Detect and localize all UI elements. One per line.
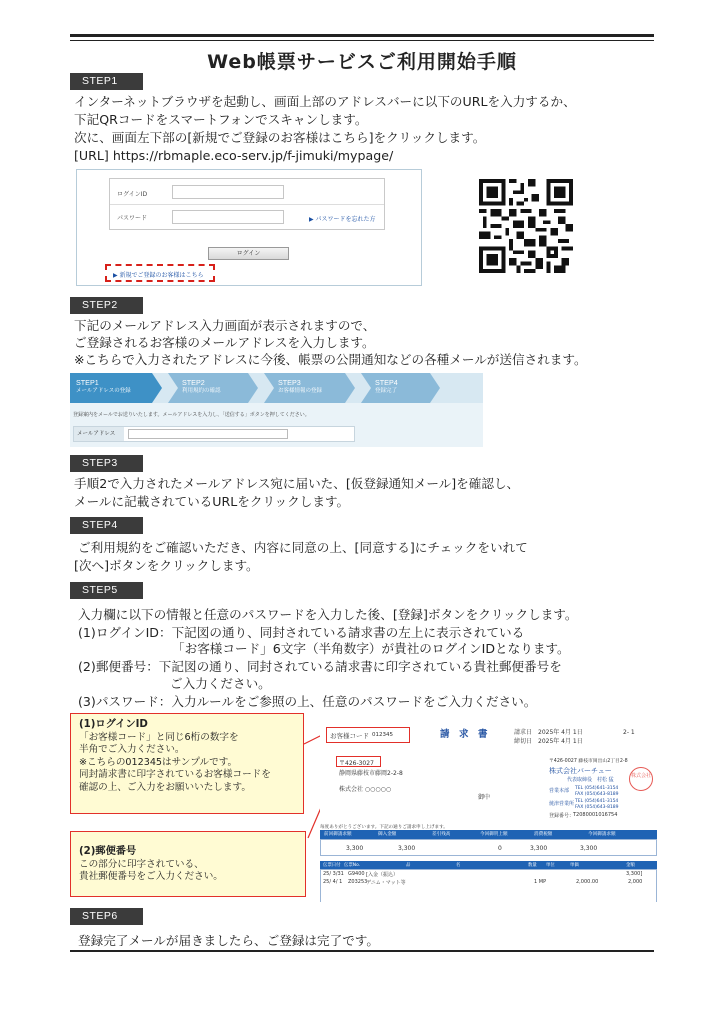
office1-tel: TEL (054)641-3154 xyxy=(575,786,619,791)
step4-line2: [次へ]ボタンをクリックします。 xyxy=(74,558,259,573)
invoice-thanks: 毎度ありがとうございます。下記の通りご請求申し上げます。 xyxy=(320,825,448,830)
login-id-callout-heading: (1)ログインID xyxy=(79,719,148,730)
step6-line1: 登録完了メールが届きましたら、ご登録は完了です。 xyxy=(78,933,379,948)
reg-step-1-desc: メールアドレスの登録 xyxy=(76,388,131,394)
step4-label: STEP4 xyxy=(70,517,143,534)
step5-line2: (1)ログインID：下記図の通り、同封されている請求書の左上に表示されている xyxy=(78,625,525,640)
customer-postal: 〒426-3027 xyxy=(339,760,374,767)
detail-header-7: 単価 xyxy=(570,863,579,868)
step1-line2: 下記QRコードをスマートフォンでスキャンします。 xyxy=(74,112,368,127)
step5-label: STEP5 xyxy=(70,582,143,599)
summary-value-4: 0 xyxy=(498,845,502,852)
new-user-link[interactable]: ▶ 新規でご登録のお客様はこちら xyxy=(113,272,204,279)
login-id-callout-line2: 半角でご入力ください。 xyxy=(79,744,185,755)
step2-line3: ※こちらで入力されたアドレスに今後、帳票の公開通知などの各種メールが送信されます。 xyxy=(74,352,587,367)
bottom-rule xyxy=(70,950,654,952)
registration-no-label: 登録番号： xyxy=(549,813,575,819)
detail-row1-date: 25/ 3/31 xyxy=(323,871,344,877)
detail-header-4: 名 xyxy=(456,863,461,868)
summary-value-1: 3,300 xyxy=(346,845,364,852)
customer-code-value: 012345 xyxy=(372,732,393,738)
customer-name: 株式会社 ○○○○○ xyxy=(339,786,392,793)
reg-step-2 xyxy=(182,373,221,403)
reg-step-3-label: STEP3 xyxy=(278,378,301,387)
office1-name: 営業本部 xyxy=(549,788,570,794)
step2-line2: ご登録されるお客様のメールアドレスを入力します。 xyxy=(74,335,375,350)
office2-fax: FAX (054)643-8189 xyxy=(575,805,619,810)
login-form-panel xyxy=(109,178,385,230)
detail-row2-no: Z03253 xyxy=(348,879,368,885)
step5-line5: ご入力ください。 xyxy=(170,676,271,691)
customer-honorific: 御中 xyxy=(478,794,491,801)
password-field[interactable] xyxy=(172,210,284,224)
page-number: 2- 1 xyxy=(623,729,635,736)
login-form-screenshot xyxy=(76,169,422,286)
issue-date-value: 2025年 4月 1日 xyxy=(538,729,583,736)
detail-header-3: 品 xyxy=(406,863,411,868)
email-row xyxy=(73,426,355,442)
forgot-password-link[interactable]: ▶ パスワードを忘れた方 xyxy=(309,216,376,223)
reg-step-2-desc: 利用規約の確認 xyxy=(182,388,221,394)
step3-label: STEP3 xyxy=(70,455,143,472)
step4-line1: ご利用規約をご確認いただき、内容に同意の上、[同意する]にチェックをいれて xyxy=(78,540,528,555)
close-date-label: 締切日 xyxy=(514,738,533,745)
registration-screenshot xyxy=(70,373,483,447)
summary-header-3: 差引残高 xyxy=(432,832,451,837)
reg-step-3-desc: お客様情報の登録 xyxy=(278,388,323,394)
top-rule-thick xyxy=(70,34,654,37)
login-id-callout xyxy=(70,713,304,814)
postal-callout xyxy=(70,831,306,897)
detail-row2-amount: 2,000 xyxy=(628,879,643,885)
summary-header-2: 御入金額 xyxy=(378,832,397,837)
close-date-value: 2025年 4月 1日 xyxy=(538,738,583,745)
login-id-label: ログインID xyxy=(117,191,148,198)
detail-row1-amount: 3,300] xyxy=(626,871,643,877)
summary-body xyxy=(320,839,657,856)
step5-line4: (2)郵便番号：下記図の通り、同封されている請求書に印字されている貴社郵便番号を xyxy=(78,659,562,674)
step5-line1: 入力欄に以下の情報と任意のパスワードを入力した後、[登録]ボタンをクリックします。 xyxy=(78,607,578,622)
step-chevrons xyxy=(70,373,483,403)
summary-value-6: 3,300 xyxy=(580,845,598,852)
login-button[interactable]: ログイン xyxy=(208,247,289,260)
reg-step-4 xyxy=(375,373,398,403)
summary-value-5: 3,300 xyxy=(530,845,548,852)
login-id-callout-line1: 「お客様コード」と同じ6桁の数字を xyxy=(79,731,239,743)
office1-fax: FAX (054)643-8189 xyxy=(575,792,619,797)
step3-line2: メールに記載されているURLをクリックします。 xyxy=(74,494,350,509)
detail-header xyxy=(320,861,657,869)
detail-row1-no: G9400 xyxy=(348,871,365,877)
reg-step-4-label: STEP4 xyxy=(375,378,398,387)
office2-name: 焼津営業所 xyxy=(549,801,575,807)
detail-header-8: 金額 xyxy=(626,863,635,868)
step2-label: STEP2 xyxy=(70,297,143,314)
registration-note: 登録案内をメールでお送りいたします。メールアドレスを入力し、「送信する」ボタンを押してください。 xyxy=(73,412,310,418)
invoice-screenshot xyxy=(320,721,657,902)
page-title: Web帳票サービスご利用開始手順 xyxy=(207,51,517,73)
registration-no: T2080001016754 xyxy=(573,812,618,818)
step1-line3: 次に、画面左下部の[新規でご登録のお客様はこちら]をクリックします。 xyxy=(74,130,486,145)
detail-header-6: 単位 xyxy=(546,863,555,868)
postal-callout-line1: この部分に印字されている、 xyxy=(79,858,204,870)
summary-header-4: 今回御買上額 xyxy=(480,832,508,837)
login-id-field[interactable] xyxy=(172,185,284,199)
issuer-representative: 代表取締役 村松 猛 xyxy=(567,777,614,783)
detail-row2-item: デニム・マット等 xyxy=(366,880,406,886)
detail-header-5: 数量 xyxy=(528,863,537,868)
top-rule-thin xyxy=(70,40,654,41)
issue-date-label: 請求日 xyxy=(514,729,533,736)
step3-line1: 手順2で入力されたメールアドレス宛に届いた、[仮登録通知メール]を確認し、 xyxy=(74,476,520,491)
issuer-company: 株式会社バーチュー xyxy=(549,767,612,775)
postal-callout-line2: 貴社郵便番号をご入力ください。 xyxy=(79,871,223,882)
office2-tel: TEL (054)641-3154 xyxy=(575,799,619,804)
step5-line6: (3)パスワード：入力ルールをご参照の上、任意のパスワードをご入力ください。 xyxy=(78,694,537,709)
summary-value-2: 3,300 xyxy=(398,845,416,852)
invoice-title: 請 求 書 xyxy=(440,729,488,740)
login-id-callout-line5: 確認の上、ご入力をお願いいたします。 xyxy=(79,781,251,793)
email-label: メールアドレス xyxy=(74,427,124,441)
postal-callout-heading: (2)郵便番号 xyxy=(79,846,137,857)
customer-code-label: お客様コード xyxy=(330,732,369,740)
summary-header-6: 今回御請求額 xyxy=(588,832,616,837)
detail-row2-unit: 1 MP xyxy=(534,879,547,885)
customer-address: 静岡県藤枝市藤岡2-2-8 xyxy=(339,770,403,777)
reg-step-3 xyxy=(278,373,322,403)
password-label: パスワード xyxy=(117,215,148,222)
detail-row2-price: 2,000.00 xyxy=(576,879,599,885)
reg-step-2-label: STEP2 xyxy=(182,378,205,387)
reg-step-1-label: STEP1 xyxy=(76,378,99,387)
step1-line1: インターネットブラウザを起動し、画面上部のアドレスバーに以下のURLを入力するか、 xyxy=(74,94,576,109)
login-id-callout-line4: 同封請求書に印字されているお客様コードを xyxy=(79,769,271,780)
email-input[interactable] xyxy=(128,429,288,439)
step1-label: STEP1 xyxy=(70,73,143,90)
summary-header-1: 前回御請求額 xyxy=(324,832,352,837)
step6-label: STEP6 xyxy=(70,908,143,925)
summary-header-5: 消費税額 xyxy=(534,832,553,837)
company-seal: 株式会社 xyxy=(629,767,653,791)
detail-header-2: 伝票No. xyxy=(344,863,361,868)
step2-line1: 下記のメールアドレス入力画面が表示されますので、 xyxy=(74,318,376,333)
issuer-address: 〒426-0027 藤枝市岡出山2丁目2-8 xyxy=(549,759,628,764)
qr-code-icon xyxy=(479,179,573,273)
detail-row2-date: 25/ 4/ 1 xyxy=(323,879,343,885)
login-id-callout-line3: ※こちらの012345はサンプルです。 xyxy=(79,756,238,768)
step5-line3: 「お客様コード」6文字（半角数字）が貴社のログインIDとなります。 xyxy=(172,641,570,656)
reg-step-1 xyxy=(76,373,131,403)
detail-header-1: 伝票日付 xyxy=(323,863,341,868)
detail-row1-item: [入金（振込） xyxy=(366,872,398,878)
step1-url: [URL] https://rbmaple.eco-serv.jp/f-jimuki/mypage/ xyxy=(74,148,394,163)
reg-step-4-desc: 登録完了 xyxy=(375,388,398,394)
